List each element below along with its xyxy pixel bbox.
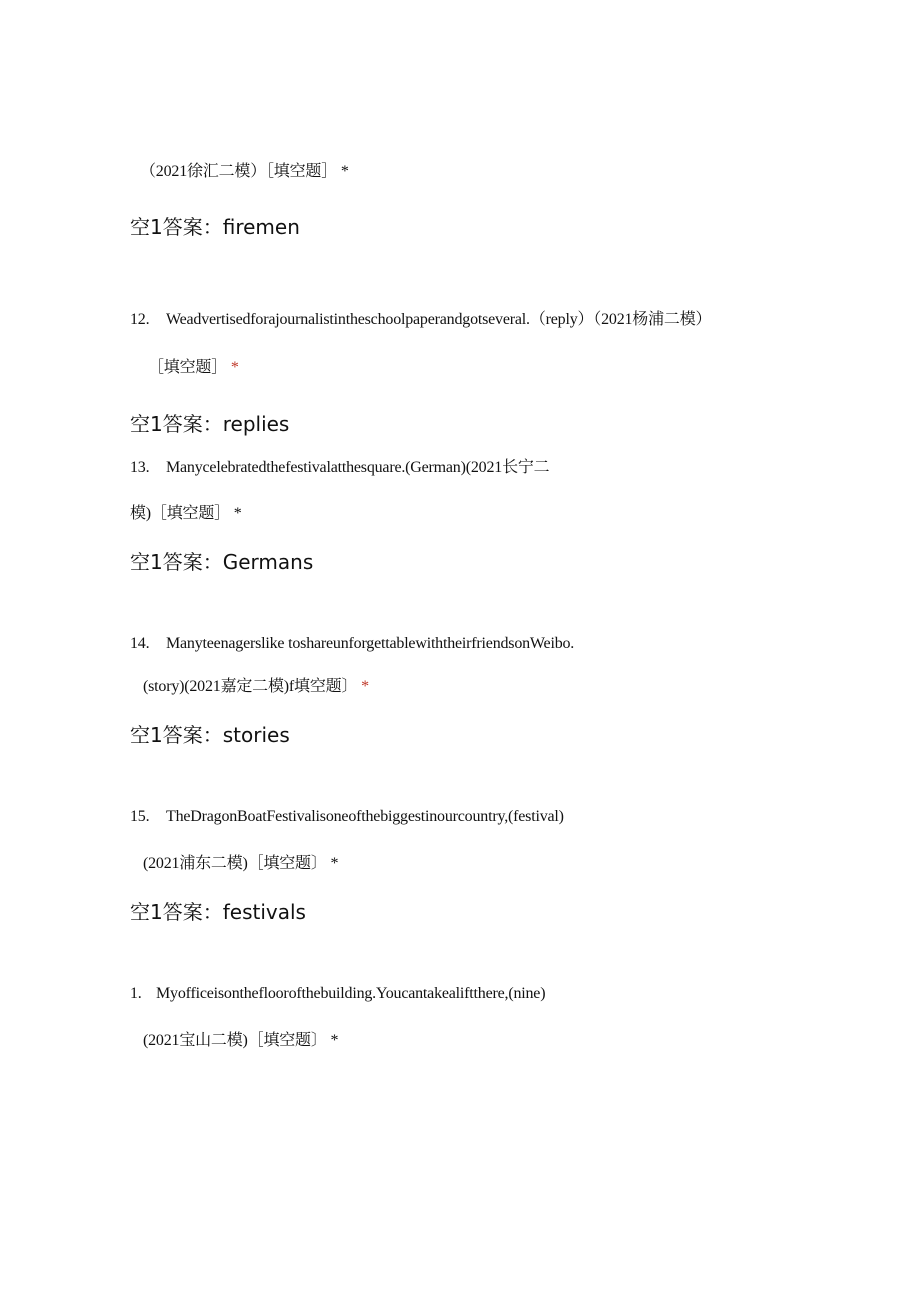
answer-value: firemen (222, 215, 300, 239)
question-text (130, 635, 574, 653)
question-tail (140, 158, 349, 181)
answer-label: 空1答案： (130, 550, 223, 574)
question-tail (148, 354, 239, 377)
required-marker: * (340, 163, 349, 180)
answer-line (130, 719, 290, 748)
question-body: Manycelebratedthefestivalatthesquare.(German)(2021长宁二 (166, 459, 550, 476)
question-tail (143, 850, 338, 873)
required-marker: * (230, 359, 239, 376)
required-marker: * (330, 1032, 339, 1049)
question-body: Myofficeisonthefloorofthebuilding.Youcantakealiftthere,(nine) (156, 985, 546, 1002)
answer-line (130, 211, 300, 240)
question-tag: (2021宝山二模)［填空题〕 (143, 1032, 327, 1049)
question-tag: （2021徐汇二模）［填空题］ (140, 163, 338, 180)
question-text (130, 454, 549, 477)
question-tail (130, 500, 242, 523)
answer-line (130, 546, 313, 575)
question-tag: ［填空题］ (148, 359, 228, 376)
question-body: TheDragonBoatFestivalisoneofthebiggestinourcountry,(festival) (166, 808, 564, 825)
question-tag: 模)［填空题］ (130, 505, 230, 522)
required-marker: * (233, 505, 242, 522)
answer-line (130, 896, 306, 925)
answer-label: 空1答案： (130, 723, 223, 747)
required-marker: * (361, 678, 369, 695)
question-number: 13. (130, 459, 150, 476)
question-body: Manyteenagerslike toshareunforgettablewiththeirfriendsonWeibo. (166, 635, 575, 652)
answer-value: stories (222, 723, 290, 747)
question-text (130, 985, 545, 1003)
question-tag: (story)(2021嘉定二模)f填空题〕 (143, 678, 358, 695)
answer-value: Germans (222, 550, 314, 574)
question-number: 14. (130, 635, 150, 652)
answer-line (130, 408, 289, 437)
question-number: 12. (130, 311, 150, 328)
question-number: 1. (130, 985, 142, 1002)
answer-label: 空1答案： (130, 900, 223, 924)
question-text (130, 306, 711, 329)
answer-label: 空1答案： (130, 215, 223, 239)
question-body: Weadvertisedforajournalistintheschoolpaperandgotseveral.（reply）（2021杨浦二模） (166, 311, 712, 328)
required-marker: * (330, 855, 339, 872)
answer-value: replies (222, 412, 290, 436)
answer-value: festivals (222, 900, 306, 924)
question-text (130, 808, 564, 826)
question-tag: (2021浦东二模)［填空题〕 (143, 855, 327, 872)
answer-label: 空1答案： (130, 412, 223, 436)
question-number: 15. (130, 808, 150, 825)
question-tail (143, 1027, 338, 1050)
question-tail (143, 673, 369, 696)
